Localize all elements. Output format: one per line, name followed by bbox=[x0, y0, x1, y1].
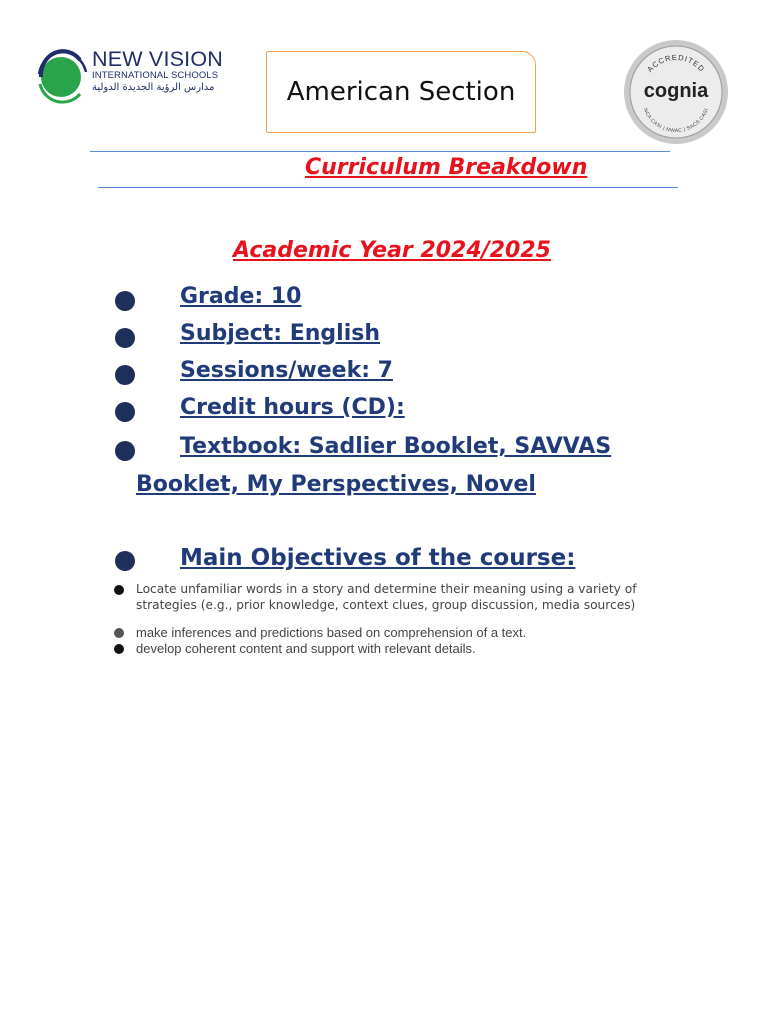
breakdown-title: Curriculum Breakdown bbox=[305, 155, 588, 180]
detail-textbook bbox=[0, 434, 768, 471]
detail-subject bbox=[0, 321, 768, 358]
badge-bottom-text: NCA CASI | NWAC | SACS CASI bbox=[641, 107, 711, 135]
bullet-icon bbox=[114, 585, 124, 595]
school-logo bbox=[36, 44, 236, 110]
bullet-icon bbox=[114, 644, 124, 654]
detail-text: Sessions/week: 7 bbox=[180, 358, 393, 383]
detail-credit-hours bbox=[0, 395, 768, 432]
objective-text: Locate unfamiliar words in a story and determine their meaning using a variety of strategies (e.g., prior knowledge, context clues, group discussion, media sources) bbox=[136, 582, 637, 612]
detail-grade bbox=[0, 284, 768, 321]
detail-text: Textbook: Sadlier Booklet, SAVVAS bbox=[180, 434, 612, 459]
cognia-accreditation-badge-icon bbox=[622, 38, 730, 146]
detail-text: Credit hours (CD): bbox=[180, 395, 405, 420]
bullet-icon bbox=[115, 291, 135, 311]
bullet-icon bbox=[114, 628, 124, 638]
bullet-icon bbox=[115, 365, 135, 385]
detail-text: Subject: English bbox=[180, 321, 381, 346]
objectives-heading-item bbox=[0, 545, 768, 582]
new-vision-logo-icon bbox=[36, 44, 90, 106]
top-rule bbox=[90, 151, 670, 152]
section-title-box bbox=[266, 51, 536, 133]
bullet-icon bbox=[115, 551, 135, 571]
bullet-icon bbox=[115, 328, 135, 348]
logo-subtitle: INTERNATIONAL SCHOOLS bbox=[92, 70, 219, 81]
objective-text: develop coherent content and support with relevant details. bbox=[136, 641, 476, 656]
badge-top-text: ACCREDITED bbox=[645, 52, 707, 74]
bullet-icon bbox=[115, 441, 135, 461]
section-title: American Section bbox=[286, 77, 516, 107]
detail-text: Grade: 10 bbox=[180, 284, 302, 309]
badge-brand: cognia bbox=[643, 80, 709, 102]
logo-arabic-name: مدارس الرؤية الجديدة الدولية bbox=[92, 82, 215, 93]
bullet-icon bbox=[115, 402, 135, 422]
bottom-rule bbox=[98, 187, 678, 188]
objective-text: make inferences and predictions based on comprehension of a text. bbox=[136, 625, 527, 640]
logo-name: NEW VISION bbox=[92, 47, 224, 71]
detail-sessions bbox=[0, 358, 768, 395]
textbook-continuation: Booklet, My Perspectives, Novel bbox=[136, 472, 536, 497]
academic-year-title: Academic Year 2024/2025 bbox=[233, 238, 551, 263]
objectives-heading: Main Objectives of the course: bbox=[180, 545, 576, 571]
